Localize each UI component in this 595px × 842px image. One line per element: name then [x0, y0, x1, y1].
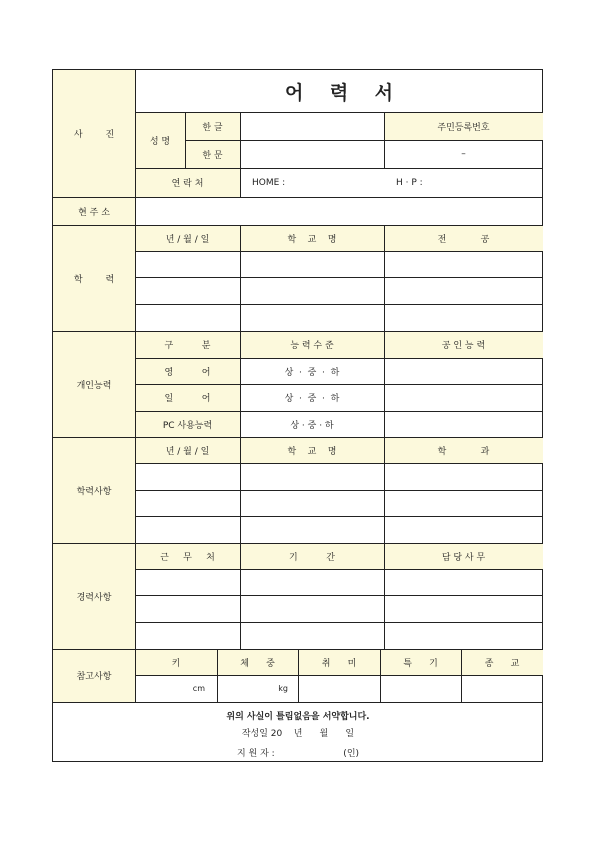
contact-label: [135, 168, 240, 197]
divider: [135, 675, 543, 676]
declaration-statement: [53, 702, 543, 722]
height-unit: cm: [192, 684, 205, 693]
ability-header-certified-text: 공 인 능 력: [441, 341, 486, 351]
hanja-name-field[interactable]: [240, 140, 384, 168]
ability-header-level-text: 능 력 수 준: [290, 341, 334, 351]
resume-form: [52, 69, 543, 762]
ref-header-religion-text: 종 교: [484, 658, 520, 669]
career-label: [53, 543, 135, 649]
ability-header-level: [240, 331, 384, 358]
divider: [53, 197, 543, 198]
divider: [135, 490, 543, 491]
address-label-text: 현 주 소: [78, 207, 110, 218]
photo-box[interactable]: [53, 70, 135, 197]
academic-label-text: 학력사항: [76, 486, 112, 497]
ability-level-pc-text: 상 · 중 · 하: [290, 420, 334, 431]
academic-header-school: [240, 437, 384, 463]
divider: [135, 595, 543, 596]
resident-no-label: [384, 112, 543, 140]
education-header-major-text: 전 공: [437, 234, 490, 245]
name-label: [135, 112, 185, 168]
ref-header-height: [135, 649, 217, 675]
education-header-date-text: 년 / 월 / 일: [165, 234, 210, 245]
academic-label: [53, 437, 135, 543]
ref-header-weight-text: 체 중: [240, 658, 275, 669]
ability-label: [53, 331, 135, 437]
academic-header-date-text: 년 / 월 / 일: [165, 446, 210, 457]
reference-label: [53, 649, 135, 702]
career-header-workplace: [135, 543, 240, 569]
divider: [135, 384, 543, 385]
ref-header-religion: [461, 649, 543, 675]
declaration-applicant: [53, 742, 543, 762]
hangul-label-text: 한 글: [202, 122, 223, 133]
education-label-text: 학 력: [73, 274, 115, 285]
divider: [135, 197, 136, 225]
career-label-text: 경력사항: [76, 592, 112, 603]
divider: [135, 358, 543, 359]
weight-field[interactable]: [217, 675, 298, 702]
hanja-label: [185, 140, 240, 168]
ref-header-skill: [380, 649, 461, 675]
career-header-period: [240, 543, 384, 569]
resident-no-label-text: 주민등록번호: [437, 122, 490, 133]
resident-no-dash: –: [461, 149, 466, 159]
divider: [135, 112, 543, 113]
divider: [185, 112, 186, 168]
address-field[interactable]: [135, 197, 543, 225]
divider: [53, 331, 543, 332]
reference-label-text: 참고사항: [76, 672, 112, 682]
divider: [240, 225, 241, 649]
ability-item-pc: [135, 411, 240, 437]
contact-label-text: 연 락 처: [171, 179, 204, 189]
height-field[interactable]: [135, 675, 217, 702]
education-header-major: [384, 225, 543, 251]
declaration-date-text: 작성일 20 년 월 일: [241, 728, 355, 739]
divider: [298, 649, 299, 702]
declaration-applicant-text: 지 원 자 : (인): [236, 748, 360, 759]
hanja-label-text: 한 문: [202, 150, 223, 161]
education-header-school-text: 학 교 명: [287, 234, 337, 245]
academic-header-dept: [384, 437, 543, 463]
education-label: [53, 225, 135, 331]
home-phone-label: HOME :: [252, 177, 286, 188]
academic-header-date: [135, 437, 240, 463]
ability-item-japanese: [135, 384, 240, 411]
title-text: 어 력 서: [285, 81, 393, 104]
divider: [461, 649, 462, 702]
ability-label-text: 개인능력: [76, 380, 112, 391]
mobile-phone-field[interactable]: [384, 168, 543, 197]
photo-label: 사 진: [73, 130, 115, 140]
weight-unit: kg: [278, 684, 288, 693]
divider: [135, 168, 543, 169]
ability-item-pc-text: PC 사용능력: [162, 420, 213, 431]
home-phone-field[interactable]: [240, 168, 384, 197]
ability-level-japanese[interactable]: [240, 384, 384, 411]
academic-header-dept-text: 학 과: [437, 446, 490, 457]
divider: [135, 411, 543, 412]
ability-level-english[interactable]: [240, 358, 384, 384]
divider: [384, 112, 385, 168]
name-label-text: 성 명: [149, 136, 171, 147]
divider: [135, 277, 543, 278]
ability-level-japanese-text: 상 · 중 · 하: [284, 394, 340, 404]
divider: [135, 225, 136, 702]
divider: [53, 702, 543, 703]
divider: [135, 516, 543, 517]
career-header-duties-text: 담 당 사 무: [441, 552, 486, 563]
ability-item-english-text: 영 어: [164, 367, 211, 378]
address-label: [53, 197, 135, 225]
mobile-phone-label: H · P :: [396, 177, 423, 188]
divider: [217, 649, 218, 702]
declaration-statement-text: 위의 사실이 틀림없음을 서약합니다.: [226, 712, 370, 722]
education-header-date: [135, 225, 240, 251]
ref-header-hobby: [298, 649, 380, 675]
divider: [135, 622, 543, 623]
declaration-date: [53, 722, 543, 742]
ref-header-skill-text: 특 기: [403, 658, 438, 669]
ability-level-pc[interactable]: [240, 411, 384, 437]
document-title: [135, 70, 543, 112]
career-header-duties: [384, 543, 543, 569]
career-header-period-text: 기 간: [289, 552, 335, 563]
ability-item-japanese-text: 일 어: [164, 394, 211, 404]
ability-header-certified: [384, 331, 543, 358]
divider: [53, 437, 543, 438]
divider: [135, 569, 543, 570]
career-header-workplace-text: 근 무 처: [160, 552, 215, 563]
ability-header-category: [135, 331, 240, 358]
divider: [380, 649, 381, 702]
hangul-label: [185, 112, 240, 140]
divider: [53, 225, 543, 226]
divider: [135, 251, 543, 252]
divider: [135, 70, 136, 197]
divider: [135, 463, 543, 464]
hangul-name-field[interactable]: [240, 112, 384, 140]
divider: [53, 543, 543, 544]
ref-header-height-text: 키: [171, 658, 181, 669]
divider: [384, 225, 385, 649]
divider: [135, 304, 543, 305]
divider: [185, 140, 543, 141]
ability-level-english-text: 상 · 중 · 하: [284, 367, 340, 378]
divider: [240, 112, 241, 197]
ability-item-english: [135, 358, 240, 384]
resident-no-field[interactable]: [384, 140, 543, 168]
ref-header-weight: [217, 649, 298, 675]
ref-header-hobby-text: 취 미: [321, 658, 357, 669]
academic-header-school-text: 학 교 명: [287, 446, 337, 457]
ability-header-category-text: 구 분: [164, 341, 211, 351]
education-header-school: [240, 225, 384, 251]
